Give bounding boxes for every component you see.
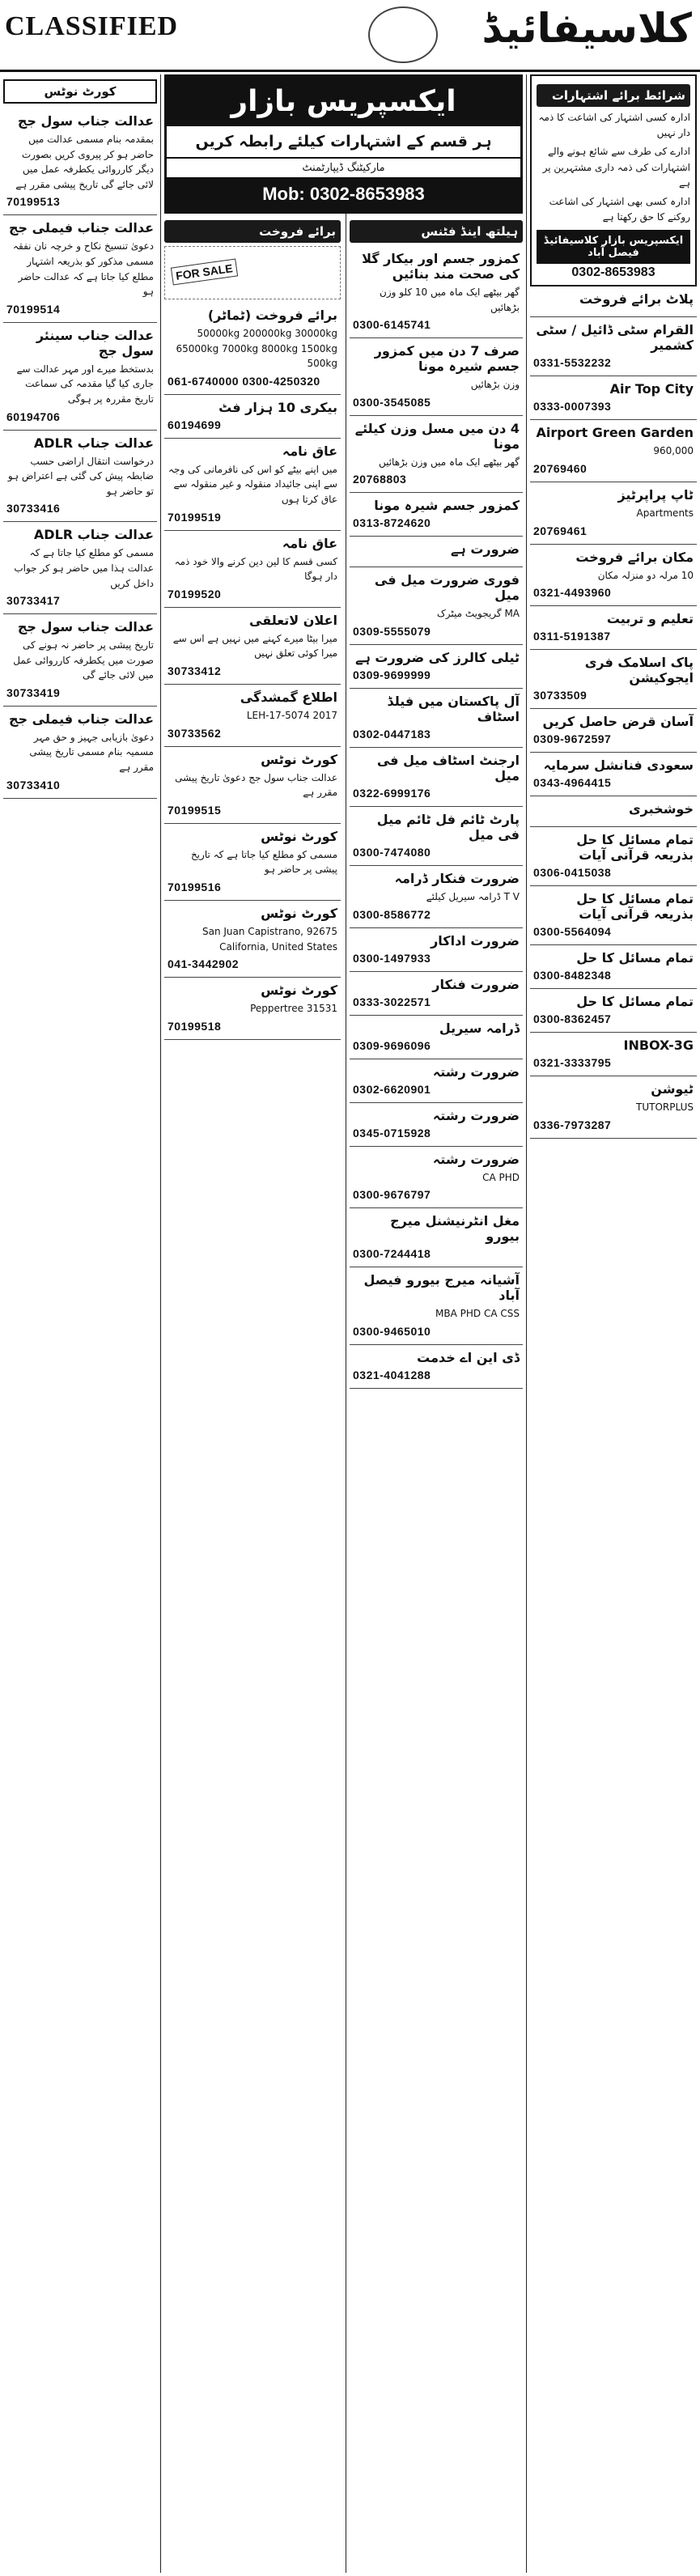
rules-contact: ایکسپریس بازار کلاسیفائیڈ فیصل آباد [537,230,690,264]
ad-phone: 70199519 [168,510,222,524]
ad-phone: 041-3442902 [168,957,240,971]
ad-phone: 30733417 [6,594,61,608]
header-title-ur: کلاسیفائیڈ [482,5,692,52]
ad-title: اطلاع گمشدگی [240,689,337,705]
ad-body: LEH-17-5074 2017 [246,709,337,721]
ad-body: میرا بیٹا میرے کہنے میں نہیں ہے اس سے میرا کوئی تعلق نہیں [172,632,337,660]
column-for-sale [164,217,341,2573]
express-bazaar-banner [164,74,523,219]
classified-ad [530,989,697,1033]
magnifier-icon [368,6,438,63]
ad-phone: 60194699 [168,418,222,431]
classified-ad [350,928,523,972]
ad-title: سعودی فنانشل سرمایہ [543,758,694,774]
ad-title: 4 دن میں مسل وزن کیلئے مونا [354,420,520,452]
ad-phone: 0300-3545085 [353,395,431,409]
classified-ad [350,1267,523,1345]
section-heading: ہیلتھ اینڈ فٹنس [350,220,523,243]
ad-title: ضرورت رشتہ [432,1107,520,1123]
ad-phone: 70199516 [168,880,222,893]
classified-ad [350,972,523,1016]
ad-title: تعلیم و تربیت [606,611,694,627]
ad-title: عدالت جناب سینئر سول جج [36,327,154,359]
classified-ad [350,1345,523,1389]
section-heading: برائے فروخت [164,220,341,243]
ad-body: بدستخط میرے اور مہر عدالت سے جاری کیا گیا مقدمہ کی سماعت تاریخ مقررہ پر ہوگی [16,363,154,405]
ad-phone: 20769460 [533,461,588,475]
ad-title: کورٹ نوٹس [261,828,337,844]
column-property-services [530,74,697,2573]
classified-ad [530,376,697,420]
ad-body: مسمی کو مطلع کیا جاتا ہے کہ تاریخ پیشی پر حاضر ہو [190,848,337,876]
section-heading: کورٹ نوٹس [3,79,157,104]
classified-ad [164,978,341,1040]
ad-phone: 0322-6999176 [353,786,431,800]
classified-ad [3,431,157,523]
ad-body: گھر بیٹھے ایک ماہ میں وزن بڑھائیں [378,456,520,468]
ad-phone: 0300-9465010 [353,1324,431,1338]
ad-body: وزن بڑھائیں [470,379,520,391]
ad-title: ضرورت رشتہ [432,1063,520,1080]
ad-phone: 0333-0007393 [533,400,612,414]
ad-phone: 60194706 [6,410,61,423]
classified-ad [350,493,523,537]
ad-phone: 0309-9699999 [353,668,431,681]
ad-body: T V ڈرامہ سیریل کیلئے [426,890,520,902]
banner-name: ایکسپریس بازار [167,77,520,126]
classified-ad [350,1147,523,1209]
ad-phone: 0309-9672597 [533,732,612,746]
ad-body: 31531 Peppertree [250,1003,337,1015]
column-divider [160,74,161,2573]
ad-body: میں اپنے بیٹے کو اس کی نافرمانی کی وجہ سے اپنی جائیداد منقولہ و غیر منقولہ سے عاق کرتا ہوں [168,463,337,505]
ad-title: کورٹ نوٹس [261,751,337,767]
ad-body: دعویٰ تنسیخ نکاح و خرچہ نان نفقہ مسمی مذکور کو بذریعہ اشتہار مطلع کیا جاتا ہے کہ عدالت حاضر ہو [13,240,154,298]
ad-body: MA گریجویٹ میٹرک [437,608,520,620]
ad-title: پاک اسلامک فری ایجوکیشن [584,655,694,686]
ad-phone: 0302-6620901 [353,1082,431,1096]
ad-phone: 0306-0415038 [533,866,612,880]
ad-phone: 0321-4493960 [533,586,612,600]
ad-phone: 0309-9696096 [353,1038,431,1052]
rule-item: ادارے کی طرف سے شائع ہونے والے اشتہارات کی ذمہ داری مشتہرین پر ہے [542,146,690,189]
ad-phone: 0321-4041288 [353,1368,431,1381]
ad-body: کسی قسم کا لین دین کرنے والا خود ذمہ دار ہوگا [174,555,337,583]
ad-phone: 0300-5564094 [533,925,612,939]
ad-phone: 70199514 [6,302,61,316]
classified-ad [350,807,523,866]
ad-phone: 30733419 [6,685,61,699]
classified-ad [530,709,697,753]
ad-body: گھر بیٹھے ایک ماہ میں 10 کلو وزن بڑھائیں [380,286,520,313]
ad-phone: 0300-8482348 [533,969,612,982]
ad-title: عدالت جناب ADLR [33,527,154,543]
ad-title: کمزور جسم شیرہ مونا [374,498,520,514]
classified-ad [350,1208,523,1267]
classified-ad [350,866,523,928]
classified-ad [3,323,157,431]
column-health-jobs [350,217,523,2573]
ad-title: ٹیلی کالرز کی ضرورت ہے [355,649,520,665]
ad-title: Airport Green Garden [536,425,694,441]
classified-ad [3,215,157,322]
ad-phone: 20768803 [353,473,407,486]
ad-body: دعویٰ بازیابی جہیز و حق مہر مسمیہ بنام مسمی تاریخ پیشی مقرر ہے [29,731,154,774]
classified-ad [164,901,341,978]
ad-title: تمام مسائل کا حل بذریعہ قرآنی آیات [576,891,694,923]
ad-title: آل پاکستان میں فیلڈ اسٹاف [387,693,520,724]
classified-ad [164,531,341,608]
ad-title: ضرورت فنکار [432,976,520,992]
classified-ad [350,416,523,494]
classified-ad [350,1103,523,1147]
classified-ad [530,827,697,886]
ad-title: کورٹ نوٹس [261,982,337,999]
classified-ad [530,420,697,482]
ad-title: INBOX-3G [623,1038,694,1054]
ad-title: ارجنٹ اسٹاف میل فی میل [376,752,520,783]
classified-ad [350,338,523,416]
ad-body: San Juan Capistrano, 92675 California, United States [202,925,337,953]
classified-ad [3,707,157,799]
column-court-notices [3,74,157,2573]
ad-phone: 70199518 [168,1019,222,1033]
ad-phone: 0345-0715928 [353,1126,431,1139]
ad-title: صرف 7 دن میں کمزور جسم شیرہ مونا [374,343,520,375]
ad-phone: 0321-3333795 [533,1056,612,1070]
classified-ad [164,439,341,531]
ad-title: آسان قرض حاصل کریں [542,714,694,730]
ad-body: TUTORPLUS [636,1101,694,1114]
ad-phone: 70199513 [6,195,61,209]
for-sale-sign-icon: FOR SALE [164,246,341,299]
rule-item: ادارہ کسی بھی اشتہار کی اشاعت روکنے کا حق رکھتا ہے [549,195,690,223]
ad-phone: 0311-5191387 [533,630,611,643]
ad-title: پلاٹ برائے فروخت [579,291,694,308]
ad-body: بمقدمہ بنام مسمی عدالت میں حاضر ہو کر پیروی کریں بصورت دیگر کارروائی یکطرفہ عمل میں لائی جائے گی تاریخ پیشی مقرر ہے [15,134,154,190]
ad-phone: 0331-5532232 [533,356,612,370]
ad-phone: 30733562 [168,726,222,740]
classified-ad [530,317,697,376]
classified-ad [530,545,697,607]
ad-title: عدالت جناب ADLR [33,435,154,451]
ad-phone: 0309-5555079 [353,624,431,638]
ad-body: MBA PHD CA CSS [435,1308,520,1320]
ad-title: عدالت جناب سول جج [17,619,154,635]
ad-phone: 0333-3022571 [353,995,431,1008]
classified-ad [530,886,697,945]
classified-ad [350,567,523,645]
header-title-en: CLASSIFIED [5,11,179,41]
ad-phone: 0300-6145741 [353,318,431,332]
ad-title: بیکری 10 ہزار فٹ [218,399,337,415]
ad-title: ضرورت اداکار [431,932,520,948]
classified-ad [530,796,697,827]
ad-title: ڈی این اے خدمت [417,1349,520,1365]
ad-body: تاریخ پیشی پر حاضر نہ ہونے کی صورت میں یکطرفہ کارروائی عمل میں لائی جائے گی [13,639,154,681]
ad-title: مغل انٹرنیشنل میرج بیورو [390,1213,520,1245]
classified-ad [350,1016,523,1059]
banner-dept: مارکیٹنگ ڈیپارٹمنٹ [302,162,385,174]
ad-phone: 70199520 [168,587,222,601]
ad-phone: 30733509 [533,689,588,702]
ad-title: آشیانہ میرج بیورو فیصل آباد [363,1272,520,1304]
ad-title: عدالت جناب سول جج [17,113,154,129]
ad-title: ڈرامہ سیریل [439,1020,520,1036]
classified-ad [530,482,697,545]
ad-phone: 0300-8586772 [353,907,431,921]
banner-mobile: Mob: 0302-8653983 [167,177,520,211]
ad-title: عاق نامہ [282,443,337,459]
classified-ad [350,1059,523,1103]
classified-ad [530,606,697,650]
classified-ad [3,108,157,215]
ad-phone: 0300-9676797 [353,1188,431,1202]
classified-ad [350,246,523,338]
classified-ad [350,689,523,748]
ad-title: تمام مسائل کا حل [576,994,694,1010]
ad-title: تمام مسائل کا حل [576,950,694,966]
rules-phone: 0302-8653983 [571,265,655,280]
classified-ad [164,747,341,824]
ad-phone: 0300-1497933 [353,951,431,965]
banner-tagline: ہر قسم کے اشتہارات کیلئے رابطہ کریں [167,126,520,159]
ad-title: ضرورت رشتہ [432,1151,520,1167]
ad-title: تمام مسائل کا حل بذریعہ قرآنی آیات [576,832,694,864]
ad-body: عدالت جناب سول جج دعویٰ تاریخ پیشی مقرر ہے [175,771,337,799]
ad-title: کورٹ نوٹس [261,905,337,921]
classified-ad [530,1076,697,1139]
ad-title: اعلان لاتعلقی [249,612,337,628]
ad-body: 960,000 [653,445,694,457]
ad-phone: 0313-8724620 [353,516,431,530]
ad-title: مکان برائے فروخت [575,549,694,565]
classified-ad [530,1033,697,1076]
ad-phone: 30733416 [6,502,61,516]
ad-title: برائے فروخت (ٹماٹر) [207,308,337,323]
ad-title: کمزور جسم اور بیکار گلا کی صحت مند بنائیں [362,251,520,282]
ad-body: CA PHD [482,1171,520,1183]
classified-ad [3,522,157,614]
ad-phone: 0300-7244418 [353,1247,431,1261]
classified-ad [3,614,157,707]
ad-title: ٹاپ پراپرٹیز [617,486,694,503]
column-divider [526,74,527,2573]
ad-title: ضرورت ہے [451,541,520,558]
classified-ad [350,645,523,689]
ad-body: درخواست انتقال اراضی حسب ضابطہ پیش کی گئی ہے اعتراض ہو تو حاضر ہو [7,455,154,497]
classified-ad [530,753,697,796]
classified-ad [164,824,341,901]
classified-ad [350,748,523,807]
ad-phone: 0336-7973287 [533,1118,612,1131]
classified-ad [530,286,697,317]
ad-title: ضرورت فنکار ڈرامہ [394,870,520,886]
ad-phone: 0343-4964415 [533,776,612,790]
ad-phone: 30733412 [168,664,222,677]
ad-phone: 0300-8362457 [533,1012,612,1026]
ad-body: 10 مرلہ دو منزلہ مکان [597,569,694,581]
classified-ad [164,303,341,395]
ad-title: عاق نامہ [282,535,337,551]
classified-ad [164,685,341,747]
classified-ad [530,945,697,989]
ad-phone: 20769461 [533,524,588,537]
classified-ad [164,608,341,685]
ad-title: فوری ضرورت میل فی میل [374,572,520,604]
rule-item: ادارہ کسی اشتہار کی اشاعت کا ذمہ دار نہیں [538,112,690,139]
header [0,0,700,72]
ad-title: Air Top City [609,381,694,397]
ad-phone: 0302-0447183 [353,727,431,741]
ad-title: عدالت جناب فیملی جج [9,711,154,727]
ad-phone: 70199515 [168,803,222,817]
ad-title: القرام سٹی ڈائیل / سٹی کشمیر [536,322,694,354]
ad-phone: 0300-7474080 [353,845,431,859]
rules-title: شرائط برائے اشتہارات [537,84,690,107]
classified-ad [530,650,697,709]
ad-rules-box [530,74,697,286]
ad-body: 50000kg 200000kg 30000kg 65000kg 7000kg 8000kg 1500kg 500kg [176,328,337,370]
ad-title: ٹیوشن [651,1081,694,1097]
ad-title: پارٹ ٹائم فل ٹائم میل فی میل [376,811,520,842]
ad-phone: 061-6740000 0300-4250320 [168,374,320,388]
classified-ad [350,537,523,567]
classified-ad [164,395,341,439]
ad-phone: 30733410 [6,778,61,791]
ad-title: عدالت جناب فیملی جج [9,220,154,236]
ad-title: خوشخبری [629,801,694,817]
ad-body: مسمی کو مطلع کیا جاتا ہے کہ عدالت ہذا میں حاضر ہو کر جواب داخل کریں [14,547,154,589]
ad-body: Apartments [636,507,694,519]
